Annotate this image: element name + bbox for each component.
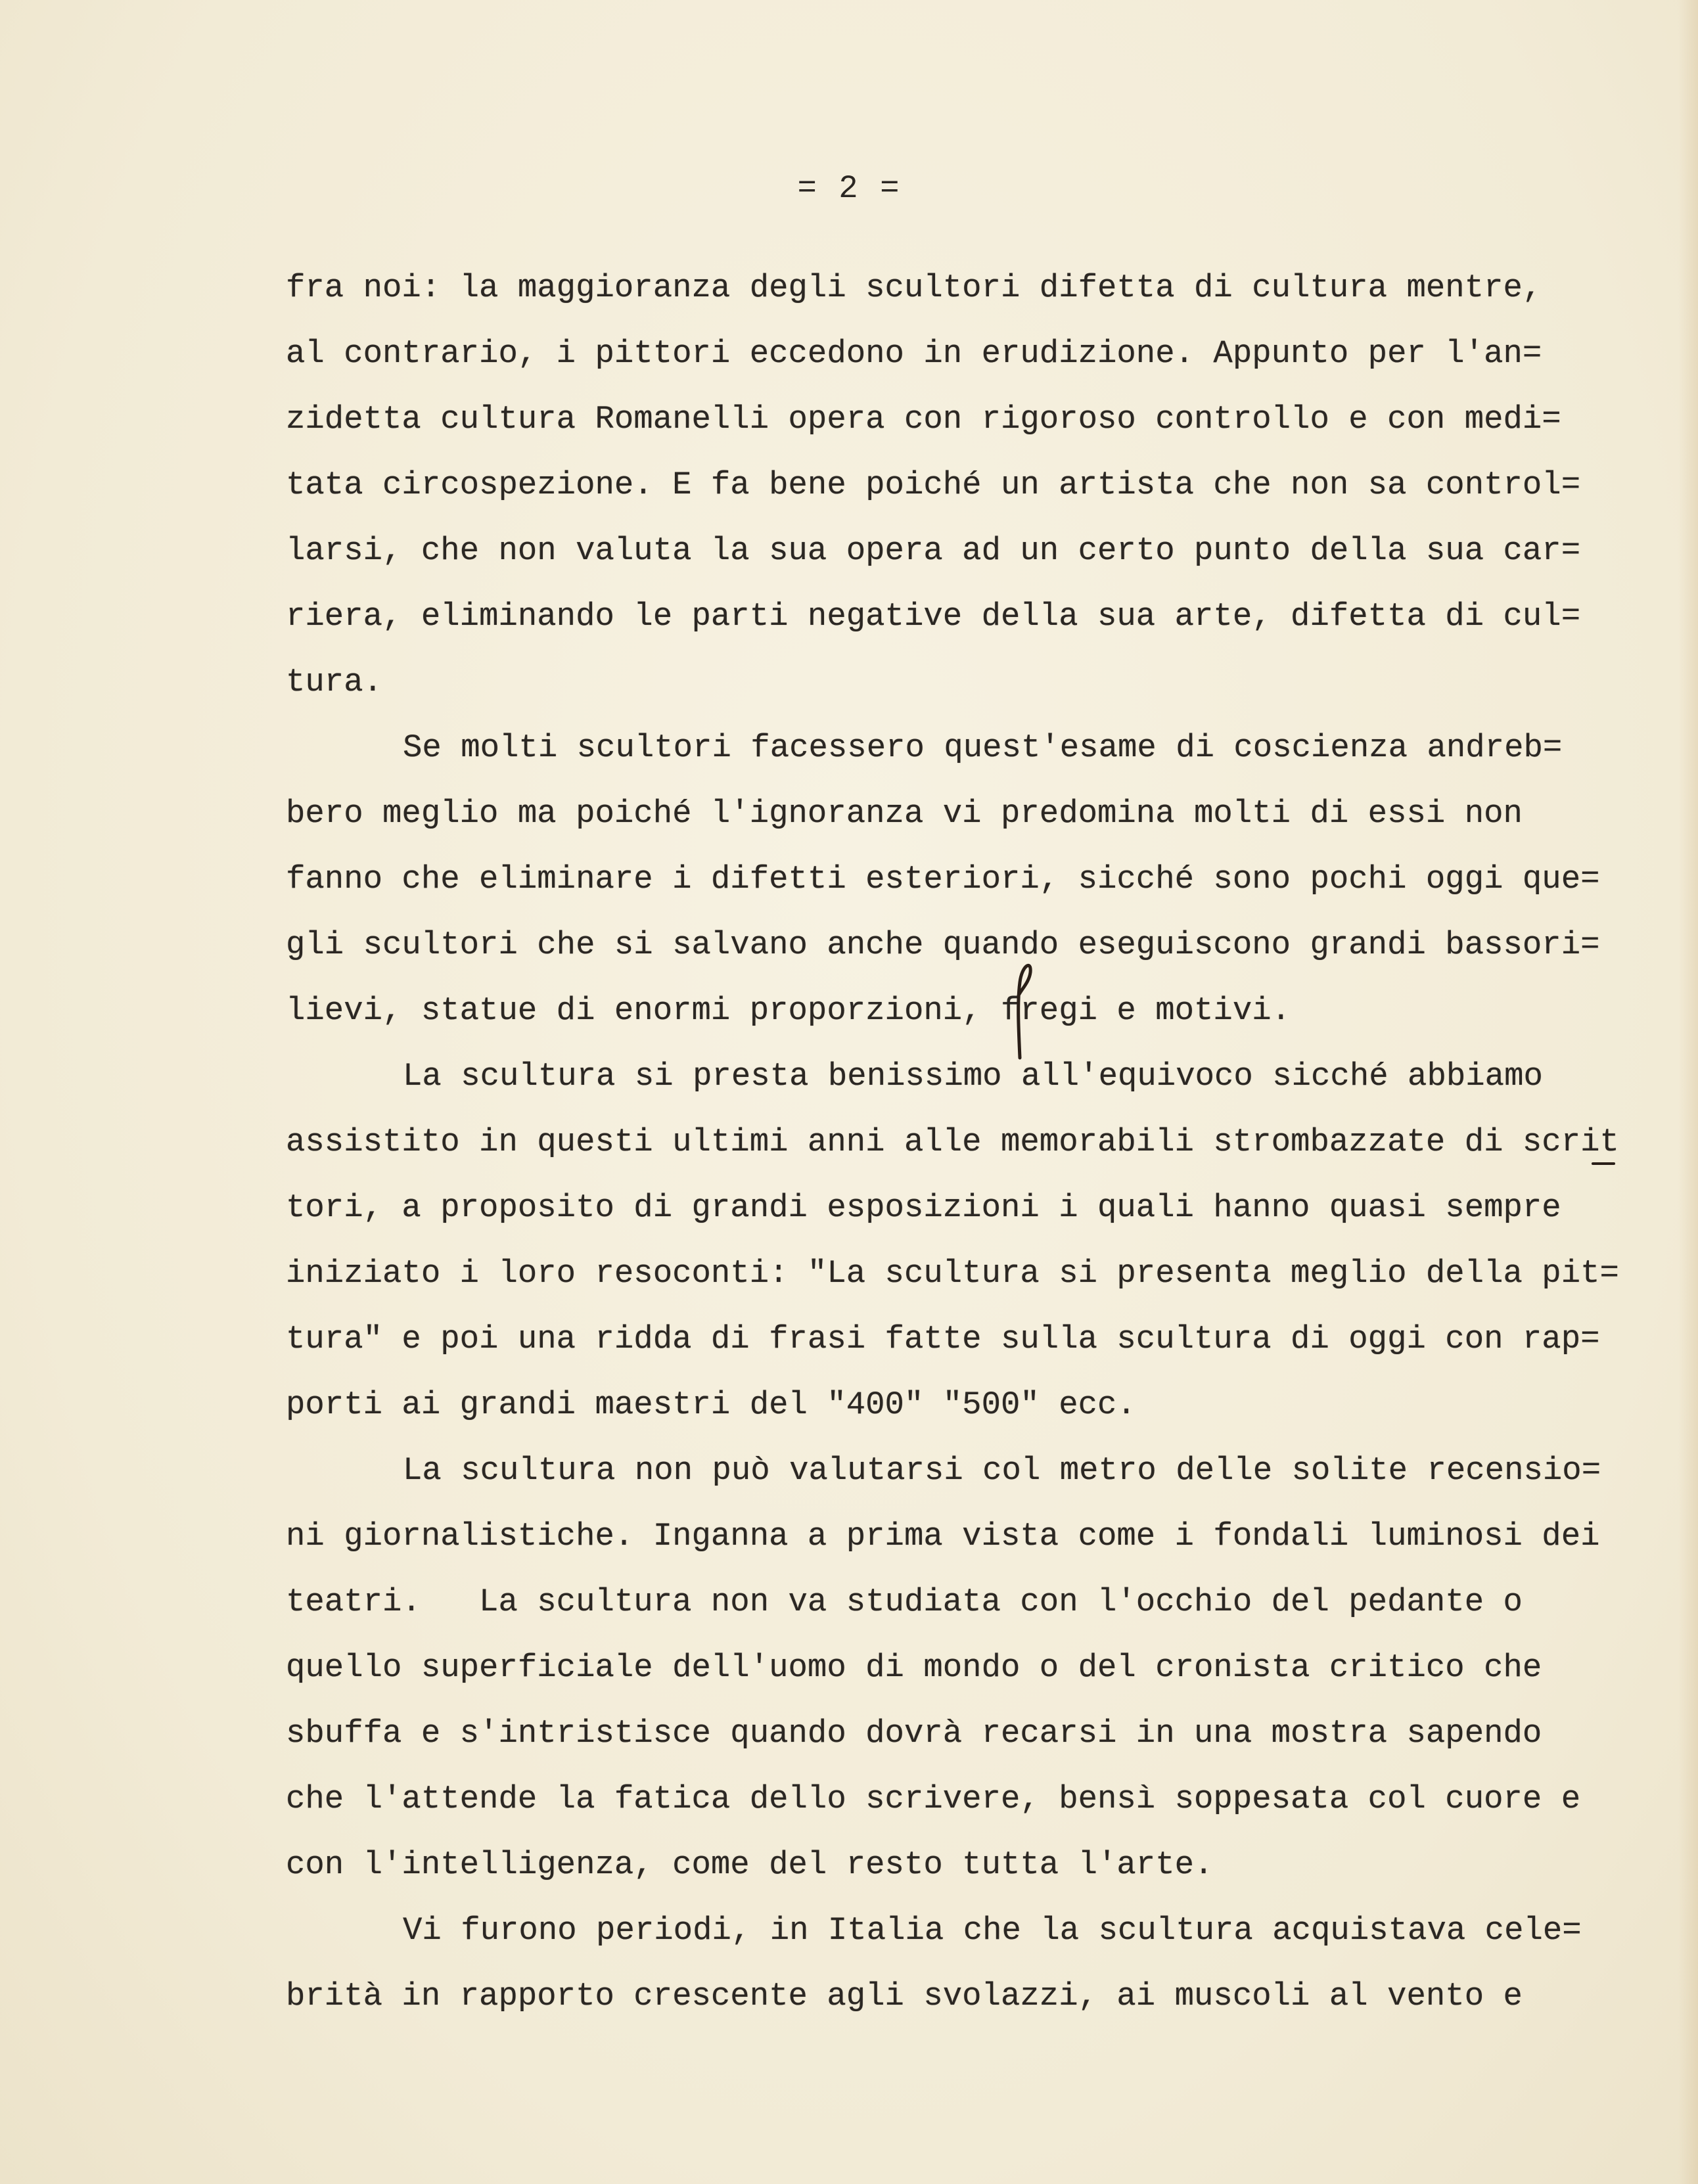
text-line: larsi, che non valuta la sua opera ad un certo punto della sua car= <box>286 532 1581 569</box>
text-line: fanno che eliminare i difetti esteriori, sicché sono pochi oggi que= <box>286 861 1600 898</box>
text-line: tata circospezione. E fa bene poiché un artista che non sa control= <box>286 466 1581 503</box>
text-line: al contrario, i pittori eccedono in erudizione. Appunto per l'an= <box>286 335 1542 372</box>
text-line: teatri. La scultura non va studiata con l'occhio del pedante o <box>286 1583 1523 1620</box>
text-line: La scultura non può valutarsi col metro delle solite recensio= <box>403 1452 1601 1489</box>
text-line: Se molti scultori facessero quest'esame di coscienza andreb= <box>403 729 1563 766</box>
text-line: La scultura si presta benissimo all'equivoco sicché abbiamo <box>403 1058 1543 1095</box>
text-line: tori, a proposito di grandi esposizioni i quali hanno quasi sempre <box>286 1189 1561 1226</box>
typewritten-body <box>286 255 1666 2029</box>
text-line: ni giornalistiche. Inganna a prima vista come i fondali luminosi dei <box>286 1518 1600 1555</box>
text-line: assistito in questi ultimi anni alle memorabili strombazzate di scrit <box>286 1124 1619 1160</box>
text-line: brità in rapporto crescente agli svolazzi, ai muscoli al vento e <box>286 1978 1523 2014</box>
text-line: bero meglio ma poiché l'ignoranza vi predomina molti di essi non <box>286 795 1523 832</box>
text-line: riera, eliminando le parti negative della sua arte, difetta di cul= <box>286 598 1581 635</box>
text-line: che l'attende la fatica dello scrivere, bensì soppesata col cuore e <box>286 1781 1581 1817</box>
text-line: Vi furono periodi, in Italia che la scultura acquistava cele= <box>403 1912 1582 1949</box>
text-line: iniziato i loro resoconti: "La scultura si presenta meglio della pit= <box>286 1255 1619 1292</box>
text-line: quello superficiale dell'uomo di mondo o del cronista critico che <box>286 1649 1542 1686</box>
text-line: zidetta cultura Romanelli opera con rigoroso controllo e con medi= <box>286 401 1561 438</box>
text-line: fra noi: la maggioranza degli scultori difetta di cultura mentre, <box>286 269 1542 306</box>
text-line: con l'intelligenza, come del resto tutta l'arte. <box>286 1846 1214 1883</box>
text-line: tura" e poi una ridda di frasi fatte sulla scultura di oggi con rap= <box>286 1321 1600 1357</box>
text-line: sbuffa e s'intristisce quando dovrà recarsi in una mostra sapendo <box>286 1715 1542 1752</box>
text-line: porti ai grandi maestri del "400" "500" ecc. <box>286 1386 1136 1423</box>
page-number: = 2 = <box>797 170 901 207</box>
paper-edge <box>1678 0 1698 2184</box>
text-line: tura. <box>286 664 383 700</box>
text-line: lievi, statue di enormi proporzioni, fregi e motivi. <box>286 992 1291 1029</box>
text-line: gli scultori che si salvano anche quando eseguiscono grandi bassori= <box>286 926 1600 963</box>
